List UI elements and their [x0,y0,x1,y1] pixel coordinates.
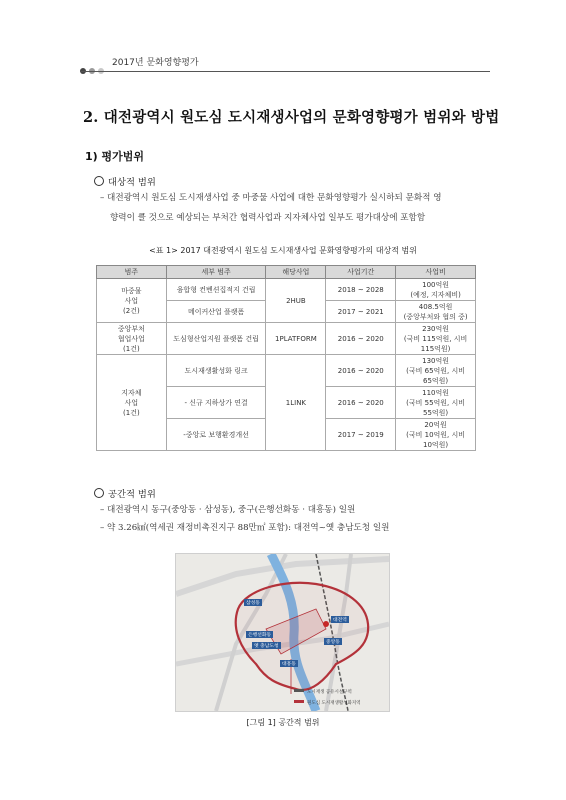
project-cell: 1LINK [266,355,326,451]
cost-line: 130억원 [422,356,450,365]
table-row [97,279,476,301]
map-legend-item-2 [294,700,361,706]
category-line: 사업 [124,296,139,305]
spatial-scope-heading [94,486,156,500]
section-title: 2. 대전광역시 원도심 도시재생사업의 문화영향평가 범위와 방법 [83,109,500,126]
cost-line: 115억원) [420,344,451,353]
spatial-scope-heading-text: 공간적 범위 [108,489,156,500]
map-label-daejeon-station: 대전역 [333,618,347,623]
table-header-row [97,266,476,279]
spatial-scope-line-2: – 약 3.26㎢(역세권 재정비촉진지구 88만㎡ 포함): 대전역~옛 충남도청 일원 [100,523,390,533]
cost-line: 110억원 [422,388,450,397]
period-cell: 2016 ~ 2020 [326,323,396,355]
detail-cell: - 신규 지하상가 연결 [166,387,266,419]
subject-scope-heading [94,174,156,188]
cost-line: 10억원) [423,440,449,449]
legend-label: 원도심 도시재생활성화지역 [307,701,361,706]
figure-caption: [그림 1] 공간적 범위 [246,718,320,727]
cost-line: (중앙부처와 협의 중) [403,312,468,321]
category-line: 중앙부처 [117,324,145,333]
category-line: 마중물 [121,286,142,295]
category-line: 협업사업 [117,334,145,343]
detail-cell: 도시재생활성화 링크 [166,355,266,387]
spatial-scope-map [175,553,390,712]
category-line: 사업 [124,398,139,407]
map-marker-station [323,621,329,627]
circle-bullet-icon [94,488,104,498]
period-cell: 2017 ~ 2021 [326,301,396,323]
running-header [80,55,490,71]
detail-cell: 메이커산업 플랫폼 [166,301,266,323]
table-header-cell: 세부 범주 [166,266,266,279]
cost-line: 65억원) [423,376,449,385]
map-label-eunhaeng: 은행선화동 [248,633,272,638]
period-cell: 2016 ~ 2020 [326,355,396,387]
cost-cell [396,323,476,355]
table-header-cell: 범주 [97,266,167,279]
subject-scope-heading-text: 대상적 범위 [108,177,156,188]
legend-swatch [294,700,304,703]
category-line: (1건) [123,344,140,353]
period-cell: 2017 ~ 2019 [326,419,396,451]
map-label-jungang: 중앙동 [326,640,340,645]
table-header-cell: 해당사업 [266,266,326,279]
category-line: (2건) [123,306,140,315]
project-cell: 1PLATFORM [266,323,326,355]
circle-bullet-icon [94,176,104,186]
cost-line: (국비 115억원, 시비 [403,334,468,343]
cost-line: (국비 65억원, 시비 [406,366,466,375]
subject-scope-line-2: 향력이 클 것으로 예상되는 부처간 협력사업과 지자체사업 일부도 평가대상에 포함함 [110,213,426,223]
detail-cell: -중앙로 보행환경개선 [166,419,266,451]
period-cell: 2018 ~ 2028 [326,279,396,301]
detail-cell: 융합형 컨벤션집적지 건립 [166,279,266,301]
cost-line: (국비 55억원, 시비 [406,398,466,407]
cost-cell [396,279,476,301]
category-line: 지자체 [121,388,142,397]
map-graphic [176,554,389,711]
subject-scope-line-1: – 대전광역시 원도심 도시재생사업 중 마중물 사업에 대한 문화영향평가 실시하되 문화적 영 [100,193,442,203]
cost-cell [396,387,476,419]
cost-cell [396,301,476,323]
map-label-daeheung: 대흥동 [282,662,296,667]
table-header-cell: 사업비 [396,266,476,279]
cost-line: 55억원) [423,408,449,417]
cost-cell [396,419,476,451]
cost-line: 100억원 [422,280,450,289]
map-label-samseong: 삼성동 [246,601,260,606]
category-cell [97,323,167,355]
table-caption: <표 1> 2017 대전광역시 원도심 도시재생사업 문화영향평가의 대상적 범위 [149,246,417,255]
period-cell: 2016 ~ 2020 [326,387,396,419]
table-row [97,355,476,387]
cost-line: 230억원 [422,324,450,333]
legend-swatch [294,689,304,692]
scope-table [96,265,476,451]
header-dots [80,59,107,78]
cost-line: 408.5억원 [418,302,453,311]
cost-line: (국비 10억원, 시비 [406,430,466,439]
category-cell [97,279,167,323]
map-legend-item-1 [294,689,352,695]
category-line: (1건) [123,408,140,417]
detail-cell: 도심형산업지원 플랫폼 건립 [166,323,266,355]
subsection-title: 1) 평가범위 [85,150,145,163]
cost-line: 20억원 [424,420,447,429]
table-row [97,323,476,355]
project-cell: 2HUB [266,279,326,323]
cost-line: (예정, 지자체비) [410,290,461,299]
spatial-scope-line-1: – 대전광역시 동구(중앙동 · 삼성동), 중구(은행선화동 · 대흥동) 일원 [100,505,356,515]
cost-cell [396,355,476,387]
header-rule [80,71,490,72]
header-title: 2017년 문화영향평가 [112,58,199,68]
table-header-cell: 사업기간 [326,266,396,279]
map-label-chungnam: 옛 충남도청 [254,644,279,649]
category-cell [97,355,167,451]
legend-label: 도시재생 공유시설구역 [307,690,352,695]
